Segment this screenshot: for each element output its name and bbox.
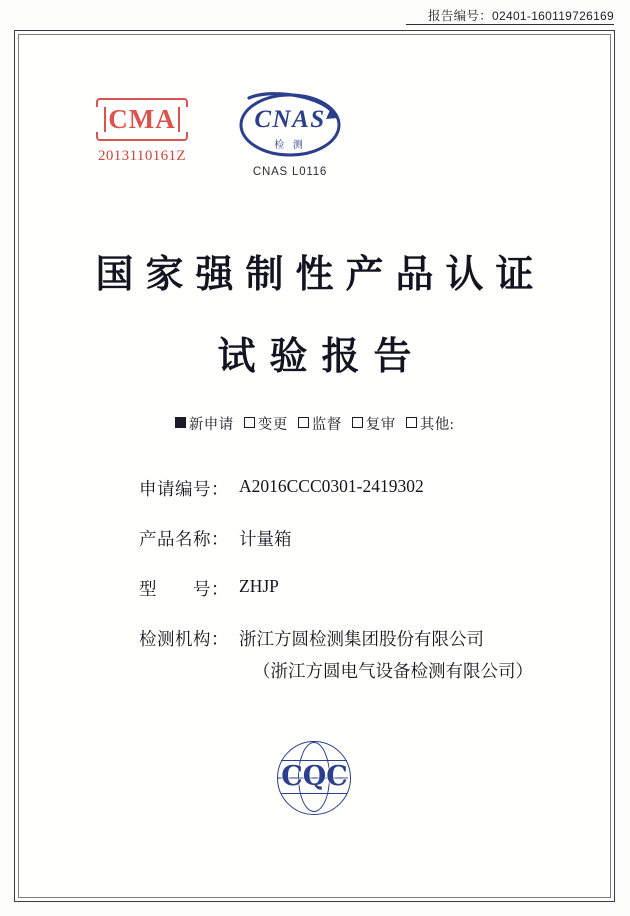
- field-value: ZHJP: [239, 576, 279, 596]
- cqc-emblem: [15, 739, 614, 820]
- cnas-logo-block: [205, 86, 375, 178]
- page-title: 国家强制性产品认证: [95, 251, 546, 296]
- checkbox-label: 新申请: [188, 417, 234, 433]
- checkbox-review[interactable]: [352, 413, 396, 434]
- report-number-label: 报告编号：: [428, 9, 493, 23]
- field-model: [15, 576, 614, 601]
- cqc-text: CQC: [281, 761, 348, 792]
- cma-logo-block: [67, 98, 217, 165]
- checkbox-box[interactable]: [244, 417, 255, 428]
- checkbox-box[interactable]: [352, 417, 363, 428]
- accreditation-logos: [15, 86, 614, 211]
- cqc-icon: [269, 739, 361, 815]
- checkbox-label: 复审: [365, 417, 396, 433]
- field-value: A2016CCC0301-2419302: [239, 476, 424, 496]
- field-testing-organization: [15, 626, 614, 683]
- application-type-options: [15, 413, 614, 434]
- report-number-value: 02401-160119726169: [492, 9, 614, 23]
- cnas-icon: [231, 86, 349, 164]
- page-subtitle: 试验报告: [217, 333, 426, 378]
- report-fields: [15, 476, 614, 708]
- field-label: 申请编号：: [139, 479, 229, 499]
- report-number: [0, 6, 630, 24]
- checkbox-change[interactable]: [244, 413, 288, 434]
- cnas-sub-text: 检 测: [274, 140, 306, 151]
- field-value: [235, 626, 614, 683]
- field-label: 型 号：: [139, 579, 229, 599]
- cma-mark-text: CMA: [108, 104, 176, 134]
- field-value-line1: 浙江方圆检测集团股份有限公司: [239, 629, 484, 649]
- checkbox-label: 变更: [257, 417, 288, 433]
- checkbox-supervision[interactable]: [298, 413, 342, 434]
- field-application-no: [15, 476, 614, 501]
- document-border: [14, 30, 615, 902]
- field-value: 计量箱: [239, 529, 292, 549]
- checkbox-label: 其他:: [419, 417, 455, 433]
- report-number-underline: [406, 24, 614, 25]
- checkbox-box[interactable]: [175, 417, 186, 428]
- field-label: 产品名称：: [139, 529, 229, 549]
- field-value-line2: （浙江方圆电气设备检测有限公司）: [253, 661, 533, 681]
- cma-code: 2013110161Z: [97, 148, 186, 164]
- checkbox-box[interactable]: [406, 417, 417, 428]
- checkbox-other[interactable]: [406, 413, 455, 434]
- field-label: 检测机构：: [139, 629, 229, 649]
- checkbox-box[interactable]: [298, 417, 309, 428]
- cma-icon: [96, 98, 188, 141]
- checkbox-new-application[interactable]: [175, 413, 234, 434]
- cnas-mark-text: CNAS: [254, 106, 326, 133]
- cnas-code: CNAS L0116: [252, 166, 328, 178]
- field-product-name: [15, 526, 614, 551]
- checkbox-label: 监督: [311, 417, 342, 433]
